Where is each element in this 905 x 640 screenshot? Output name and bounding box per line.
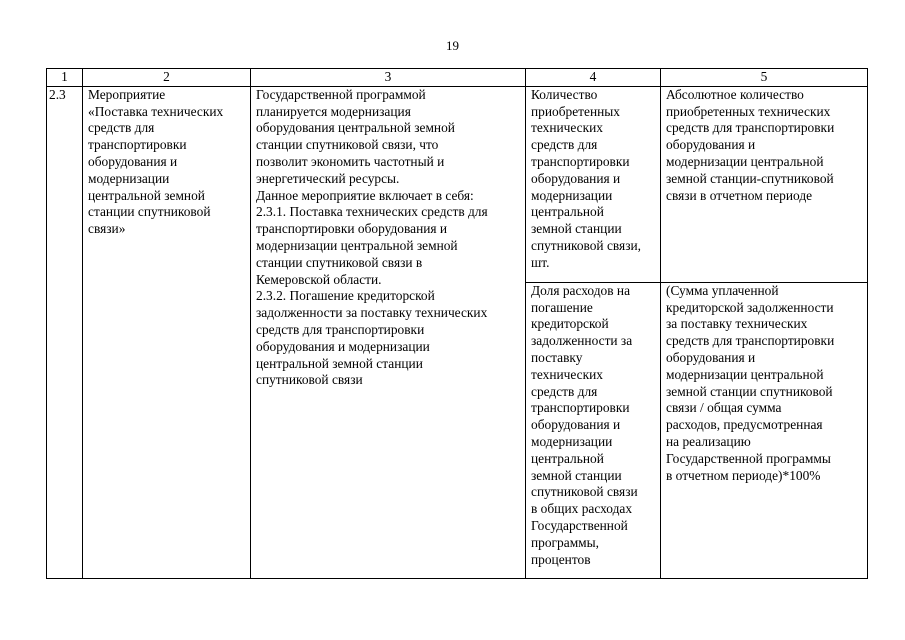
indicators-table: [46, 68, 868, 579]
header-cell-5: 5: [661, 69, 868, 87]
header-cell-1: 1: [47, 69, 83, 87]
indicator-cell-1: [526, 86, 661, 282]
header-cell-3: 3: [251, 69, 526, 87]
indicator-1: Количество приобретенных технических средств для транспортировки оборудования и модернизации центральной земной станции спутниковой связи, шт.: [531, 86, 642, 270]
indicator-2: Доля расходов на погашение кредиторской задолженности за поставку технических средств для транспортировки оборудования и модернизации центральной земной станции спутниковой связи в общих расходах Государственной программы, процентов: [531, 282, 638, 567]
event-cell: [83, 86, 251, 578]
event-name: Мероприятие «Поставка технических средств для транспортировки оборудования и модернизации центральной земной станции спутниковой связи»: [88, 86, 224, 237]
page-number: 19: [446, 38, 459, 53]
event-description: Государственной программой планируется модернизация оборудования центральной земной станции спутниковой связи, что позволит экономить частотный и энергетический ресурсы. Данное мероприятие включает в себя: 2.3.1. Поставка технических средств для транспортировки оборудования и модернизации центральной земной станции спутниковой связи в Кемеровской области. 2.3.2. Погашение кредиторской задолженности за поставку технических средств для транспортировки оборудования и модернизации центральной земной станции спутниковой связи: [256, 86, 488, 388]
description-cell: [251, 86, 526, 578]
method-cell-1: [661, 86, 868, 282]
row-number: 2.3: [49, 86, 66, 102]
row-number-cell: [47, 86, 83, 578]
table-row: [47, 86, 868, 282]
method-cell-2: [661, 282, 868, 578]
method-2: (Сумма уплаченной кредиторской задолженности за поставку технических средств для транспортировки оборудования и модернизации центральной земной станции спутниковой связи / общая сумма расходов, предусмотренная на реализацию Государственной программы в отчетном периоде)*100%: [666, 282, 835, 483]
indicator-cell-2: [526, 282, 661, 578]
header-row: [47, 69, 868, 87]
header-cell-2: 2: [83, 69, 251, 87]
method-1: Абсолютное количество приобретенных технических средств для транспортировки оборудования и модернизации центральной земной станции-спутниковой связи в отчетном периоде: [666, 86, 835, 203]
header-cell-4: 4: [526, 69, 661, 87]
